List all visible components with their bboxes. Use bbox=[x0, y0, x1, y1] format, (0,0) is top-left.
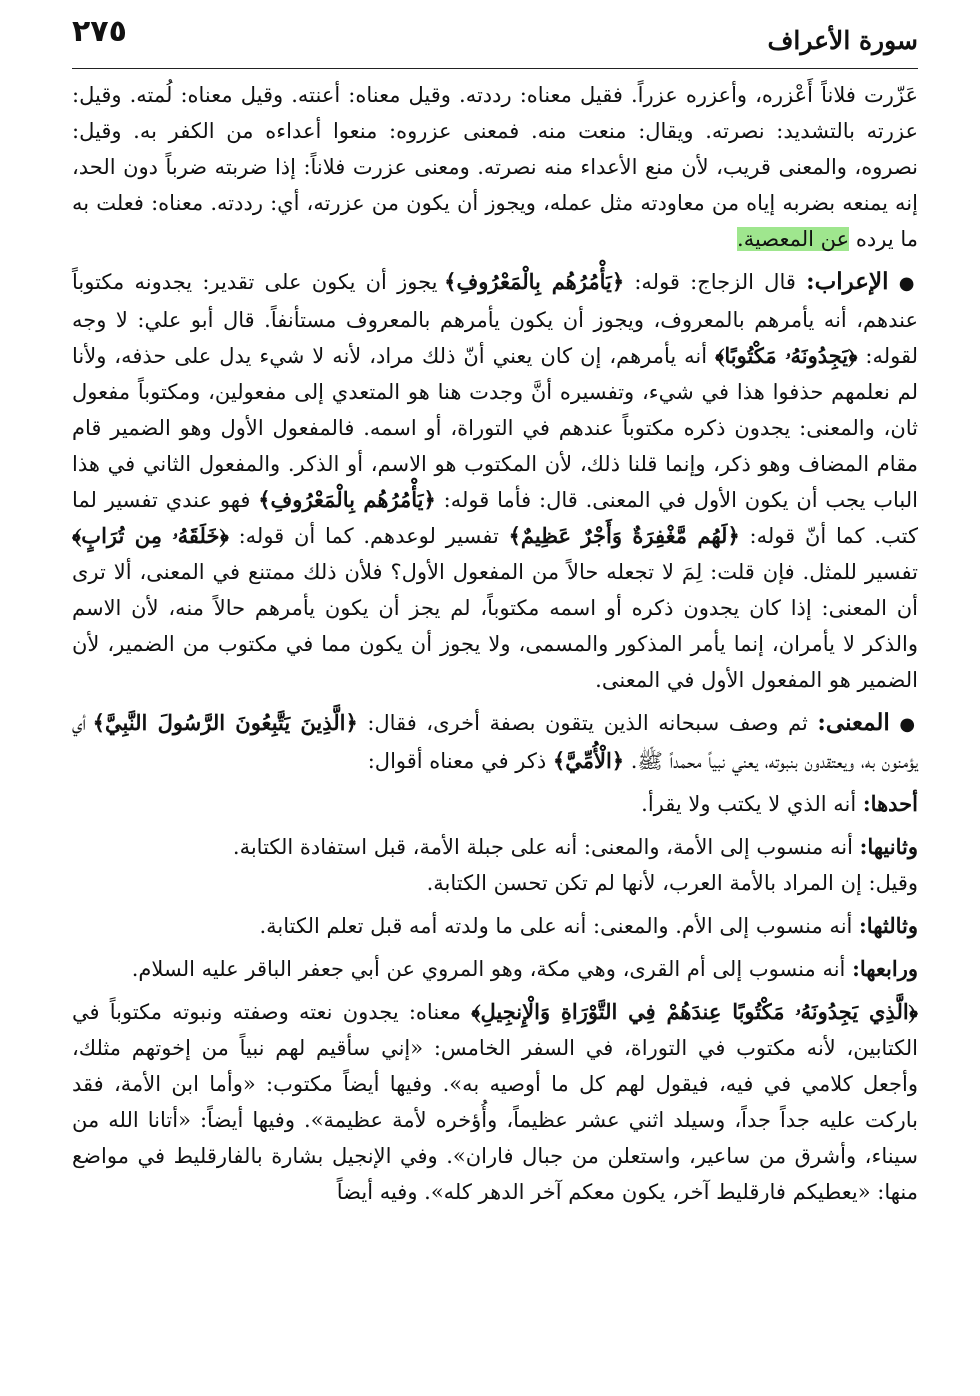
section-heading-irab: الإعراب: bbox=[806, 268, 889, 295]
quran-quote: ﴿يَأْمُرُهُم بِالْمَعْرُوفِ﴾ bbox=[258, 487, 436, 512]
paragraph-text: ثم وصف سبحانه الذين يتقون بصفة أخرى، فقال: bbox=[357, 711, 818, 735]
paragraph-definition bbox=[72, 77, 918, 257]
bullet-icon: ● bbox=[899, 714, 918, 735]
quran-quote: ﴿الَّذِي يَجِدُونَهُۥ مَكْتُوبًا عِندَهُمْ فِي التَّوْرَاةِ وَالْإِنجِيلِ﴾ bbox=[471, 999, 918, 1024]
item-text: أنه الذي لا يكتب ولا يقرأ. bbox=[641, 792, 863, 816]
surah-title: سورة الأعراف bbox=[767, 26, 918, 55]
item-lead: ورابعها: bbox=[852, 956, 918, 981]
paragraph-text: تفسير للمثل. فإن قلت: لِمَ لا تجعله حالاً من المفعول الأول؟ فلأن ذلك ممتنع في المعنى، ألا ترى أن المعنى: إذا كان يجدون ذكره أو اسمه مكتوباً، لم يجز أن يكون يأمرهم حالاً منه، لأن الاسم والذكر لا يأمران، إنما يأمر المذكور والمسمى، ولا يجوز أن يكون مما في مكتوب من الضمير، لأن الضمير هو المفعول الأول في المعنى. bbox=[72, 560, 918, 692]
paragraph-text: يجوز أن يكون على تقدير: يجدونه مكتوباً عندهم، أنه يأمرهم بالمعروف، ويجوز أن يكون يأمرهم بالمعروف مستأنفاً. قال أبو علي: لا وجه لقوله: bbox=[72, 270, 919, 368]
item-lead: وثانيها: bbox=[859, 834, 918, 859]
quran-quote: ﴿الْأُمِّيَّ﴾ bbox=[552, 748, 625, 773]
paragraph-text: فهو عندي تفسير لما كتب. كما أنّ قوله: bbox=[72, 488, 918, 548]
quran-quote: ﴿يَجِدُونَهُۥ مَكْتُوبًا﴾ bbox=[715, 343, 858, 368]
quran-quote: ﴿يَأْمُرُهُم بِالْمَعْرُوفِ﴾ bbox=[444, 269, 625, 294]
paragraph-text: عَزّرت فلاناً أَعْزره، وأعزره عزراً. فقيل معناه: رددته. وقيل معناه: أعنته. وقيل معناه: لُمته. وقيل: عزرته بالتشديد: نصرته. ويقال: منعت منه. فمعنى عزروه: منعوا أعداءه من الكفر به. وقيل: نصروه، والمعنى قريب، لأن منع الأعداء منه نصرته. ومعنى عزرت فلاناً: إذا ضربته ضرباً دون الحد، إنه يمنعه بضربه إياه من معاودته مثل عمله، ويجوز أن يكون من عزرته، أي: رددته. معناه: فعلت به ما يرده bbox=[72, 83, 918, 251]
item-text: أنه منسوب إلى أم القرى، وهي مكة، وهو المروي عن أبي جعفر الباقر عليه السلام. bbox=[131, 957, 853, 981]
list-item bbox=[72, 786, 918, 822]
paragraph-text: قال الزجاج: قوله: bbox=[624, 270, 807, 294]
paragraph-torah bbox=[72, 994, 918, 1210]
paragraph-text: ذكر في معناه أقوال: bbox=[367, 749, 553, 773]
page-number: ٢٧٥ bbox=[72, 14, 127, 49]
section-heading-meaning: المعنى: bbox=[817, 709, 890, 736]
list-item bbox=[72, 951, 918, 987]
quran-quote: ﴿لَهُم مَّغْفِرَةٌ وَأَجْرٌ عَظِيمٌ﴾ bbox=[508, 523, 740, 548]
paragraph-text: تفسير لوعدهم. كما أن قوله: bbox=[228, 524, 509, 548]
quran-quote: ﴿الَّذِينَ يَتَّبِعُونَ الرَّسُولَ النَّبِيَّ﴾ bbox=[92, 710, 358, 735]
highlighted-text: عن المعصية. bbox=[737, 227, 850, 251]
page-header bbox=[72, 0, 918, 69]
item-text: أنه منسوب إلى الأم. والمعنى: أنه على ما ولدته أمه قبل تعلم الكتابة. bbox=[259, 914, 860, 938]
paragraph-text: أنه يأمرهم، إن كان يعني أنّ ذلك مراد، لأنه لا شيء يدل على حذفه، ولأنا لم نعلمهم حذفوا هذا في شيء، وتفسيره أنَّ وجدت هنا هو المتعدي إلى مفعولين، ومكتوباً مفعول ثان، والمعنى: يجدون ذكره مكتوباً عندهم في التوراة، أو اسمه. فالمفعول الأول وهو الضمير قام مقام المضاف وهو ذكر، وإنما قلنا ذلك، لأن المكتوب هو الاسم، أو الذكر. والمفعول الثاني في هذا الباب يجب أن يكون الأول في المعنى. قال: فأما قوله: bbox=[72, 344, 918, 512]
item-lead: أحدها: bbox=[862, 791, 918, 816]
paragraph-text: معناه: يجدون نعته وصفته ونبوته مكتوباً في الكتابين، لأنه مكتوب في التوراة، في السفر الخامس: «إني سأقيم لهم نبياً من إخوتهم مثلك، وأجعل كلامي في فيه، فيقول لهم كل ما أوصيه به». وفيها أيضاً مكتوب: «وأما ابن الأمة، فقد باركت عليه جداً جداً، وسيلد اثني عشر عظيماً، وأُؤخره لأمة عظيمة». وفيها أيضاً: «أتانا الله من سيناء، وأشرق من ساعير، واستعلن من جبال فاران». وفي الإنجيل بشارة بالفارقليط في مواضع منها: «يعطيكم فارقليط آخر، يكون معكم آخر الدهر كله». وفيه أيضاً bbox=[72, 1000, 918, 1204]
paragraph-irab bbox=[72, 264, 918, 698]
quran-quote: ﴿خَلَقَهُۥ مِن تُرَابٍ﴾ bbox=[72, 523, 229, 548]
item-lead: وثالثها: bbox=[859, 913, 918, 938]
bullet-icon: ● bbox=[898, 273, 918, 294]
page-body bbox=[72, 69, 918, 1210]
list-item bbox=[72, 908, 918, 944]
paragraph-meaning bbox=[72, 705, 918, 779]
paragraph-text: أي يؤمنون به، ويعتقدون بنبوته، يعني نبياً محمداً ﷺ. bbox=[72, 711, 918, 773]
item-text: أنه منسوب إلى الأمة، والمعنى: أنه على جبلة الأمة، قبل استفادة الكتابة. bbox=[232, 835, 860, 859]
item-text: وقيل: إن المراد بالأمة العرب، لأنها لم تكن تحسن الكتابة. bbox=[426, 871, 918, 895]
list-item bbox=[72, 829, 918, 901]
